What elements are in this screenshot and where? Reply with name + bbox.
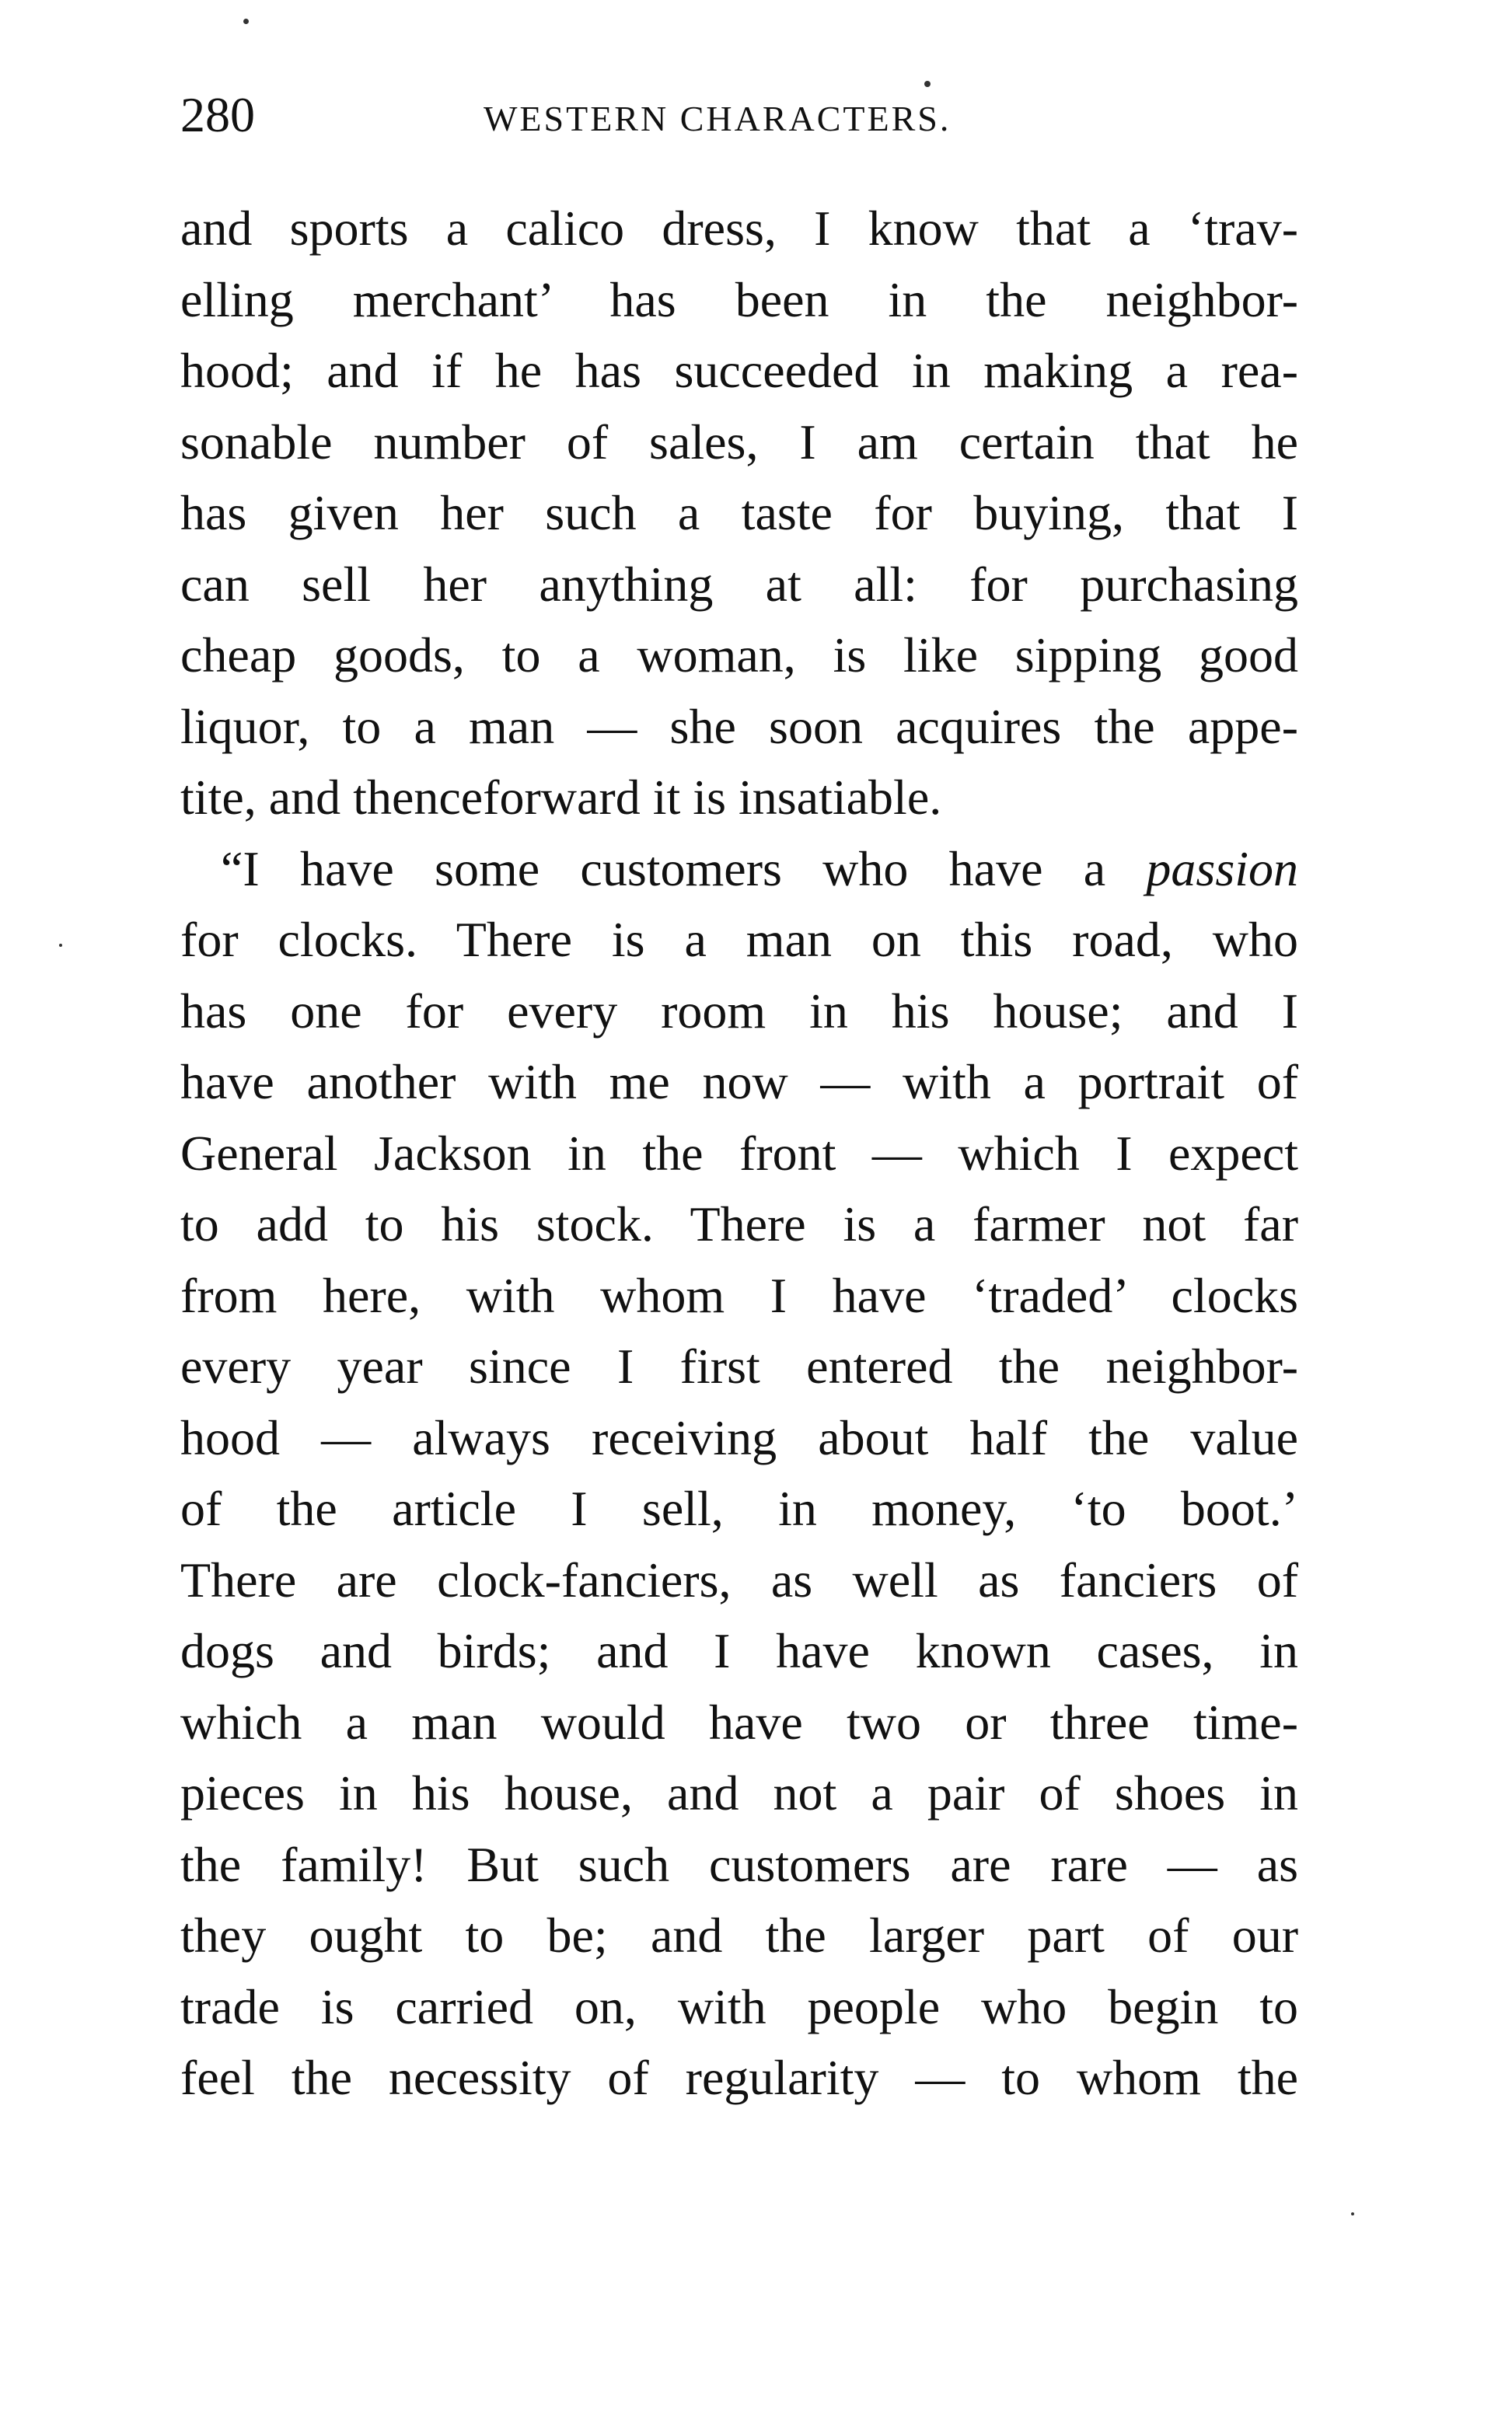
- body-text: [180, 193, 1298, 2114]
- text-line: for clocks. There is a man on this road, who: [180, 912, 1298, 967]
- text-line: every year since I first entered the neighbor-: [180, 1339, 1298, 1394]
- text-line: cheap goods, to a woman, is like sipping good: [180, 627, 1298, 683]
- text-line: which a man would have two or three time-: [180, 1694, 1298, 1750]
- text-line: “I have some customers who have a passion: [221, 840, 1298, 896]
- text-line: There are clock-fanciers, as well as fanciers of: [180, 1552, 1298, 1608]
- text-line: has one for every room in his house; and I: [180, 983, 1298, 1039]
- ink-speck: [1351, 2212, 1354, 2215]
- paragraph: [180, 833, 1298, 2114]
- text-line: elling merchant’ has been in the neighbor-: [180, 271, 1298, 327]
- text-line: feel the necessity of regularity — to whom the: [180, 2050, 1298, 2105]
- text-line: trade is carried on, with people who begin to: [180, 1978, 1298, 2034]
- text-line: dogs and birds; and I have known cases, in: [180, 1623, 1298, 1678]
- ink-speck: [59, 944, 62, 947]
- text-line: from here, with whom I have ‘traded’ clocks: [180, 1267, 1298, 1323]
- emphasis: passion: [1146, 840, 1298, 896]
- running-title: WESTERN CHARACTERS.: [484, 99, 952, 138]
- text-line: to add to his stock. There is a farmer not far: [180, 1196, 1298, 1252]
- page-number: 280: [180, 87, 255, 142]
- text-line: hood — always receiving about half the value: [180, 1409, 1298, 1465]
- paragraph: [180, 193, 1298, 833]
- text-line: sonable number of sales, I am certain that he: [180, 414, 1298, 470]
- text-line: tite, and thenceforward it is insatiable.: [180, 770, 942, 825]
- text-line: and sports a calico dress, I know that a ‘trav-: [180, 201, 1298, 256]
- text-line: liquor, to a man — she soon acquires the appe-: [180, 698, 1298, 754]
- text-line: can sell her anything at all: for purchasing: [180, 556, 1298, 612]
- text-line: have another with me now — with a portrait of: [180, 1054, 1298, 1109]
- running-head: [180, 84, 1331, 146]
- text-line: of the article I sell, in money, ‘to boot.’: [180, 1481, 1298, 1536]
- text-line: hood; and if he has succeeded in making a rea-: [180, 343, 1298, 398]
- text-line: General Jackson in the front — which I expect: [180, 1125, 1298, 1181]
- text-line: they ought to be; and the larger part of our: [180, 1908, 1298, 1963]
- text-line: pieces in his house, and not a pair of shoes in: [180, 1765, 1298, 1821]
- text-line: has given her such a taste for buying, that I: [180, 485, 1298, 540]
- ink-speck: [243, 19, 249, 24]
- text-line: the family! But such customers are rare — as: [180, 1836, 1298, 1892]
